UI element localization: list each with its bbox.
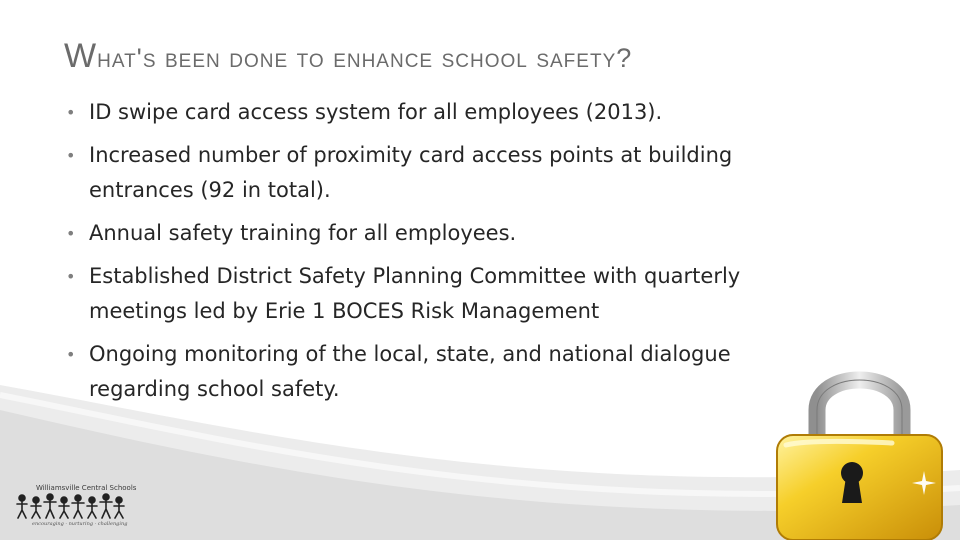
bullet-item [66,95,806,130]
bullet-item [66,337,806,407]
bullet-item [66,259,806,329]
bullet-text: Established District Safety Planning Committee with quarterly meetings led by Erie 1 BOCES Risk Management [89,264,741,323]
slide-title: What's been done to enhance school safety? [64,37,633,75]
bullet-dot: • [66,224,76,243]
children-figures-icon [14,492,126,520]
bullet-list [66,95,806,415]
bullet-item [66,216,806,251]
padlock-icon [772,355,952,540]
bullet-dot: • [66,103,76,122]
school-logo [14,484,137,532]
logo-name: Williamsville Central Schools [36,484,137,492]
bullet-dot: • [66,345,76,364]
bullet-dot: • [66,267,76,286]
logo-tagline: encouraging · nurturing · challenging [32,521,128,527]
bullet-text: Ongoing monitoring of the local, state, and national dialogue regarding school safety. [89,342,731,401]
bullet-item [66,138,806,208]
bullet-text: ID swipe card access system for all employees (2013). [89,100,663,124]
bullet-text: Annual safety training for all employees. [89,221,517,245]
bullet-text: Increased number of proximity card access points at building entrances (92 in total). [89,143,733,202]
bullet-dot: • [66,146,76,165]
